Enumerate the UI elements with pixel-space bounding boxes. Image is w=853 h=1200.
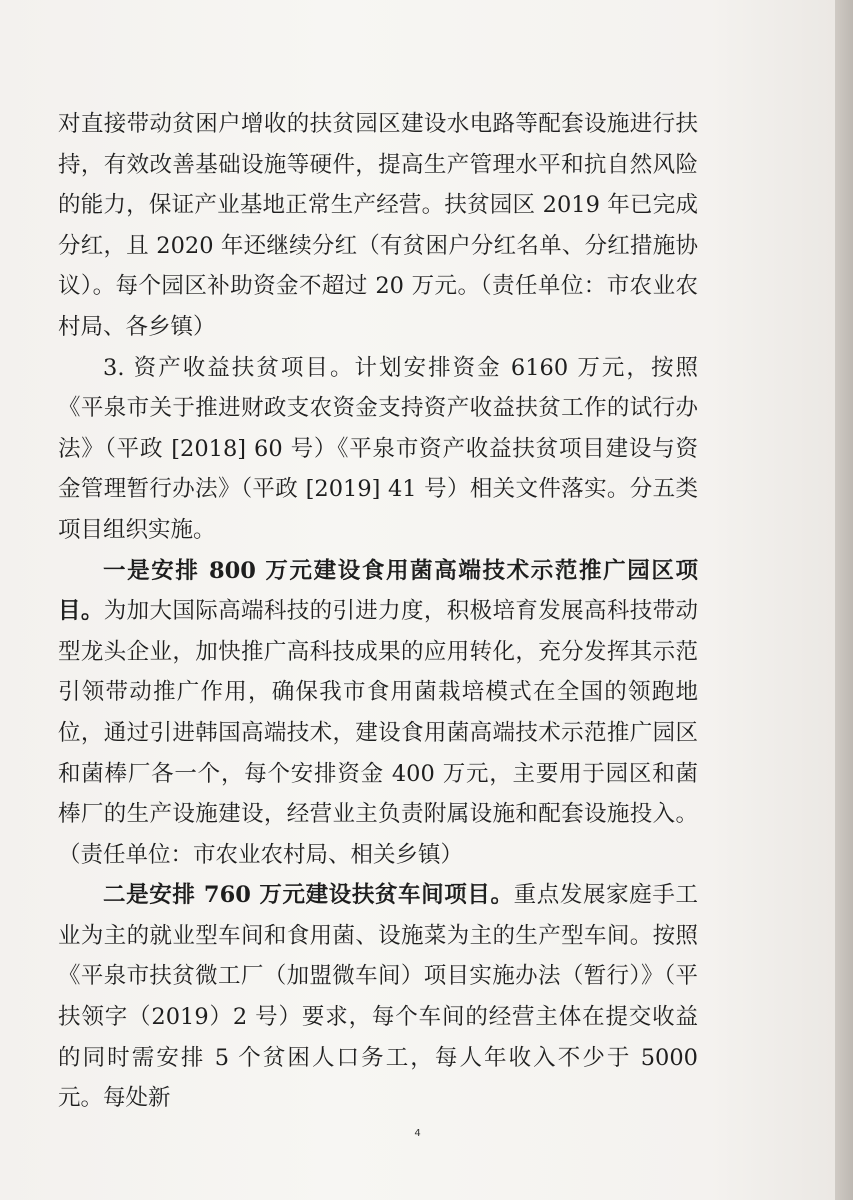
- document-body: [58, 104, 698, 1119]
- mushroom-park-text: 为加大国际高端科技的引进力度，积极培育发展高科技带动型龙头企业，加快推广高科技成果的应用转化，充分发挥其示范引领带动推广作用，确保我市食用菌栽培模式在全国的领跑地位，通过引进韩国高端技术，建设食用菌高端技术示范推广园区和菌棒厂各一个，每个安排资金 400 万元，主要用于园区和菌棒厂的生产设施建设，经营业主负责附属设施和配套设施投入。（责任单位：市农业农村局、相关乡镇）: [58, 598, 698, 868]
- paragraph-mushroom-park: [58, 551, 698, 876]
- mushroom-park-heading: 一是安排 800 万元建设食用菌高端技术示范推广园区项目。: [58, 557, 698, 625]
- page-edge-shadow: [835, 0, 853, 1200]
- page-number: 4: [414, 1128, 421, 1139]
- paragraph-infrastructure-support: 对直接带动贫困户增收的扶贫园区建设水电路等配套设施进行扶持，有效改善基础设施等硬件，提高生产管理水平和抗自然风险的能力，保证产业基地正常生产经营。扶贫园区 2019 年已完成分红，且 2020 年还继续分红（有贫困户分红名单、分红措施协议）。每个园区补助资金不超过 20 万元。（责任单位：市农业农村局、各乡镇）: [58, 111, 698, 340]
- paragraph-asset-income-project: 3. 资产收益扶贫项目。计划安排资金 6160 万元，按照《平泉市关于推进财政支农资金支持资产收益扶贫工作的试行办法》（平政 [2018] 60 号）《平泉市资产收益扶贫项目建设与资金管理暂行办法》（平政 [2019] 41 号）相关文件落实。分五类项目组织实施。: [58, 354, 698, 543]
- paragraph-poverty-workshop: [58, 875, 698, 1119]
- poverty-workshop-text: 重点发展家庭手工业为主的就业型车间和食用菌、设施菜为主的生产型车间。按照《平泉市扶贫微工厂（加盟微车间）项目实施办法（暂行）》（平扶领字（2019）2 号）要求，每个车间的经营主体在提交收益的同时需安排 5 个贫困人口务工，每人年收入不少于 5000 元。每处新: [58, 882, 698, 1112]
- poverty-workshop-heading: 二是安排 760 万元建设扶贫车间项目。: [103, 882, 514, 909]
